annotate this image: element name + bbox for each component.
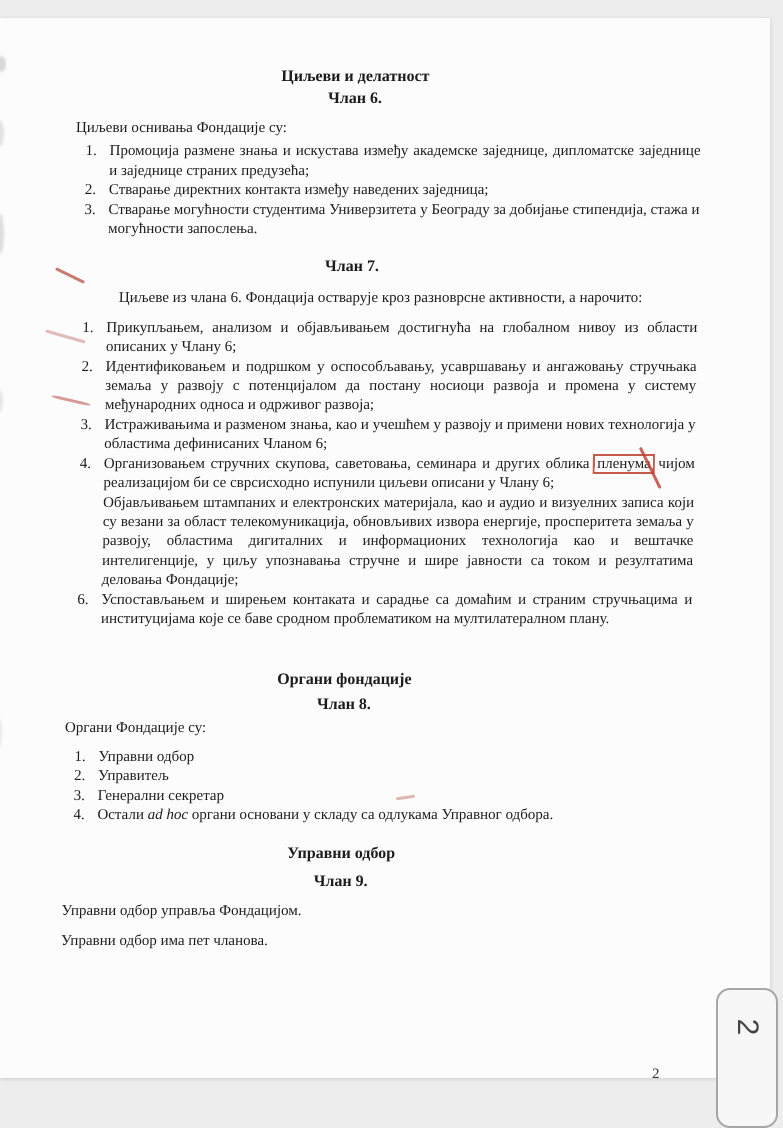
list-item-text: Успостављањем и ширењем контаката и сарадње са домаћим и страним стручњацима и институцијама које се баве сродном проблематиком на мултилатералном плану. [100, 591, 693, 627]
list-marker: 3. [80, 416, 92, 433]
list-marker: 6. [77, 591, 89, 608]
article-8-intro: Органи Фондације су: [64, 720, 207, 737]
list-item-text-part: Организовањем стручних скупова, саветовања, семинара и других облика [103, 455, 596, 472]
list-item [64, 787, 689, 806]
list-item-text-part: Остали [97, 806, 148, 823]
list-item-text: Прикупљањем, анализом и објављивањем достигнућа на глобалном нивоу из области описаних у Члану 6; [105, 319, 698, 356]
article-9-paragraph: Управни одбор има пет чланова. [60, 932, 269, 949]
article-6-intro: Циљеви оснивања Фондације су: [75, 120, 288, 136]
list-marker: 3. [73, 787, 86, 804]
list-item [70, 416, 696, 455]
scan-smudge [0, 390, 3, 412]
list-marker: 4. [79, 455, 92, 472]
list-item-text [103, 456, 695, 491]
list-marker: 1. [82, 319, 94, 336]
list-item-text: Објављивањем штампаних и електронских материјала, као и аудио и визуелних записа који су везани за област телекомуникација, обновљивих извора енергије, просперитета земаља у развоју, областима дигиталних и информационих технологија као и вештачке интелигенције, у циљу упознавања стручне и шире јавности са током и резултатима деловања Фондације; [101, 494, 695, 589]
page-number-tab-label: 2 [731, 1018, 764, 1036]
list-marker: 2. [81, 358, 94, 375]
scan-smudge [0, 56, 6, 72]
document-body [61, 18, 703, 951]
list-marker: 2. [73, 768, 86, 785]
list-item [68, 494, 695, 591]
list-item [72, 319, 698, 358]
section-title-organs: Органи фондације [277, 671, 412, 689]
list-item-text: Идентификовањем и подршком у оспособљавању, усавршавању и ангажовању стручњака земаља у развоју с потенцијалом да постану носиоци развоја и промена у систему међународних односа и одрживог развоја; [104, 358, 697, 414]
article-8-heading: Члан 8. [316, 696, 372, 714]
scan-smudge [0, 214, 4, 254]
list-marker: 3. [84, 201, 96, 218]
list-marker: 2. [84, 182, 97, 199]
list-item-text: Промоција размене знања и искустава између академске заједнице, дипломатске заједнице и заједнице страних предузећа; [109, 143, 701, 179]
list-item-text [97, 807, 553, 823]
section-title-board: Управни одбор [287, 845, 396, 863]
latin-phrase-italic: ad hoc [147, 806, 189, 823]
list-item [74, 201, 700, 240]
article-7-heading: Члан 7. [324, 258, 380, 276]
footer-page-number: 2 [652, 1066, 660, 1078]
list-marker: 4. [73, 806, 85, 823]
list-item [71, 358, 697, 416]
list-marker: 1. [74, 748, 86, 765]
red-pen-box-annotation [595, 456, 653, 472]
scan-smudge [0, 120, 4, 146]
list-item [75, 181, 700, 200]
list-item-text: Управитељ [97, 768, 169, 785]
article-8-list [63, 748, 689, 826]
list-item [69, 455, 695, 494]
list-item [64, 748, 689, 767]
list-item [75, 142, 701, 181]
boxed-word: пленума [597, 455, 651, 472]
list-item-text: Стварање директних контакта између наведених заједница; [108, 182, 489, 199]
article-7-list [67, 319, 698, 630]
list-item [67, 591, 693, 630]
list-item-text: Генерални секретар [97, 787, 225, 804]
list-item [63, 806, 688, 825]
list-item-text: Истраживањима и разменом знања, као и учешћем у развоју и примени нових технологија у областима дефинисаних Чланом 6; [104, 416, 696, 453]
article-9-heading: Члан 9. [313, 873, 368, 891]
scan-smudge [0, 718, 2, 748]
article-7-intro: Циљеве из члана 6. Фондација остварује кроз разноврсне активности, а нарочито: [118, 290, 643, 307]
list-marker: 1. [85, 143, 97, 160]
list-item-text-part: чијом реализацијом би се сврсисходно испунили циљеви описани у Члану 6; [103, 455, 695, 492]
list-item-text: Стварање могућности студентима Универзитета у Београду за добијање стипендија, стажа и могућности запослења. [107, 201, 700, 238]
section-title-goals: Циљеви и делатност [281, 68, 430, 85]
article-9-paragraph: Управни одбор управља Фондацијом. [61, 903, 302, 920]
paper-sheet [0, 18, 770, 1078]
article-6-list [74, 142, 701, 239]
list-item [64, 767, 689, 786]
page-number-tab[interactable] [716, 988, 778, 1128]
article-6-heading: Члан 6. [327, 90, 383, 107]
list-item-text: Управни одбор [98, 748, 195, 765]
list-item-text-part: органи основани у складу са одлукама Управног одбора. [187, 806, 554, 823]
